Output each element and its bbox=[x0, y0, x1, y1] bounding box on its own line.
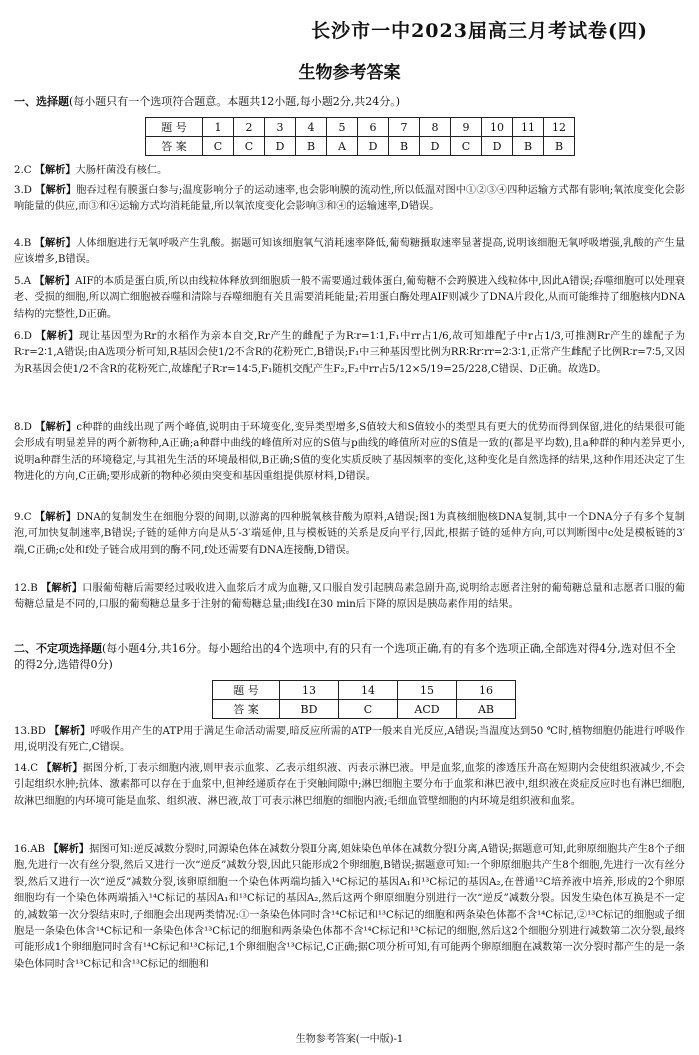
explanation-item: 5.A 【解析】AIF的本质是蛋白质,所以由线粒体释放到细胞质一般不需要通过载体蛋白,葡萄糖不会跨膜进入线粒体中,因此A错误;吞噬细胞可以处理衰老、受损的细胞,所以凋亡细胞被吞噬和清除与吞噬细胞有关且需要消耗能量;若用蛋白酶处理AIF则减少了DNA片段化,从而可能维持了细胞核内DNA结构的完整性,D正确。 bbox=[14, 276, 685, 320]
explanation-item: 13.BD 【解析】呼吸作用产生的ATP用于满足生命活动需要,暗反应所需的ATP一般来自光反应,A错误;当温度达到50 ℃时,植物细胞仍能进行呼吸作用,说明没有死亡,C错误。 bbox=[14, 726, 686, 754]
table-row: 题 号 1 2 3 4 5 6 7 8 9 10 11 12 bbox=[146, 118, 575, 137]
explanation-item: 12.B 【解析】口服葡萄糖后需要经过吸收进入血浆后才成为血糖,又口服自发引起胰岛素急剧升高,说明给志愿者注射的葡萄糖总量和志愿者口服的葡萄糖总量是不同的,口服的葡萄糖总量多于注射的葡萄糖总量;曲线Ⅰ在30 min后下降的原因是胰岛素作用的结果。 bbox=[14, 583, 685, 611]
section2-heading: 二、不定项选择题(每小题4分,共16分。每小题给出的4个选项中,有的只有一个选项正确,有的有多个选项正确,全部选对得4分,选对但不全的得2分,选错得0分) bbox=[14, 642, 676, 671]
explanation-item: 6.D 【解析】现让基因型为Rr的水稻作为亲本自交,Rr产生的雌配子为R∶r=1∶1,F₁中rr占1/6,故可知雄配子中r占1/3,可推测Rr产生的雄配子为R∶r=2∶1,A错误;由A选项分析可知,R基因会使1/2不含R的花粉死亡,B错误;F₁中三种基因型比例为RR∶Rr∶rr=2∶3∶1,正常产生雌配子比例R∶r=7∶5,又因为R基因会使1/2不含R的花粉死亡,故雄配子R∶r=14∶5,F₁随机交配产生F₂,F₂中rr占5/12×5/19=25/228,C错误、D正确。故选D。 bbox=[14, 331, 686, 375]
table-row: 答 案 C C D B A D B D C D B B bbox=[146, 137, 575, 156]
table-row: 题 号 13 14 15 16 bbox=[213, 681, 516, 700]
table-row: 答 案 BD C ACD AB bbox=[213, 700, 516, 719]
answer-table-1 bbox=[145, 117, 575, 156]
answer-table-2 bbox=[212, 680, 516, 719]
page-footer: 生物参考答案(一中版)-1 bbox=[295, 1034, 404, 1045]
explanation-item: 16.AB 【解析】据图可知:逆反减数分裂时,同源染色体在减数分裂Ⅱ分离,姐妹染色单体在减数分裂Ⅰ分离,A错误;据题意可知,此卵原细胞共产生8个子细胞,先进行一次有丝分裂,然后又进行一次“逆反”减数分裂,因此只能形成2个卵细胞,B错误;据题意可知:一个卵原细胞共产生8个细胞,先进行一次有丝分裂,然后又进行一次“逆反”减数分裂,该卵原细胞一个染色体两端均插入¹⁴C标记的基因A₁和¹³C标记的基因A₂,在普通¹²C培养液中培养,形成的2个卵原细胞均有一个染色体两端插入¹⁴C标记的基因A₁和¹³C标记的基因A₂,然后这两个卵原细胞分别进行一次“逆反”减数分裂。因发生染色体互换是不一定的,减数第一次分裂结束时,子细胞会出现两类情况:①一条染色体同时含¹⁴C标记和¹³C标记的细胞和两条染色体都不含¹⁴C标记,②¹³C标记的细胞或子细胞是一条染色体含¹⁴C标记和一条染色体含¹³C标记的细胞和两条染色体都不含¹⁴C标记和¹³C标记的细胞,然后这2个细胞分别进行减数第二次分裂,最终可能形成1个卵细胞同时含有¹⁴C标记和¹³C标记,1个卵细胞含¹³C标记,C正确;据C项分析可知,有可能两个卵原细胞在减数第一次分裂时都产生的是一条染色体同时含¹³C标记和含¹³C标记的细胞和 bbox=[14, 844, 685, 970]
explanation-item: 9.C 【解析】DNA的复制发生在细胞分裂的间期,以游离的四种脱氧核苷酸为原料,A错误;图1为真核细胞核DNA复制,其中一个DNA分子有多个复制泡,可加快复制速率,B错误;子链的延伸方向是从5′-3′端延伸,且与模板链的关系是反向平行,因此,根据子链的延伸方向,可以判断图中c处是模板链的3′端,C正确;c处和f处子链合成用到的酶不同,f处还需要有DNA连接酶,D错误。 bbox=[14, 512, 685, 556]
explanation-item: 4.B 【解析】人体细胞进行无氧呼吸产生乳酸。据题可知该细胞氧气消耗速率降低,葡萄糖摄取速率显著提高,说明该细胞无氧呼吸增强,乳酸的产生量应该增多,B错误。 bbox=[14, 238, 686, 266]
explanation-item: 3.D 【解析】胞吞过程有膜蛋白参与;温度影响分子的运动速率,也会影响膜的流动性,所以低温对图中①②③④四种运输方式都有影响;氧浓度变化会影响能量的供应,而③和④运输方式均消耗能量,所以氧浓度变化会影响③和④的运输速率,D错误。 bbox=[14, 185, 685, 213]
section1-heading: 一、选择题(每小题只有一个选项符合题意。本题共12小题,每小题2分,共24分。) bbox=[14, 95, 401, 108]
explanation-item: 14.C 【解析】据图分析,丁表示细胞内液,则甲表示血浆、乙表示组织液、丙表示淋巴液。甲是血浆,血浆的渗透压升高在短期内会使组织液减少,不会引起组织水肿;抗体、激素都可以存在于血浆中,但神经递质存在于突触间隙中;淋巴细胞主要分布于血浆和淋巴液中,组织液在炎症反应时也有淋巴细胞,故淋巴细胞的内环境可能是血浆、组织液、淋巴液,故丁可表示淋巴细胞的细胞内液;毛细血管壁细胞的内环境是组织液和血浆。 bbox=[14, 763, 685, 807]
page-title: 长沙市一中2023届高三月考试卷(四) bbox=[311, 20, 648, 42]
explanation-item: 8.D 【解析】c种群的曲线出现了两个峰值,说明由于环境变化,变异类型增多,S值较大和S值较小的类型具有更大的优势而得到保留,进化的结果很可能会形成有明显差异的两个新物种,A正确;a种群中曲线的峰值所对应的S值与p曲线的峰值所对应的S值是一致的(都是平均数),且a种群的种内差异更小,说明a种群生活的环境稳定,与其祖先生活的环境最相似,B正确;S值的变化实质反映了基因频率的变化,这种变化是自然选择的结果,这种作用还决定了生物进化的方向,C正确;要形成新的物种必须由突变和基因重组提供原材料,D错误。 bbox=[14, 422, 686, 483]
explanation-item: 2.C 【解析】大肠杆菌没有核仁。 bbox=[14, 165, 168, 176]
page-subtitle: 生物参考答案 bbox=[298, 63, 401, 83]
